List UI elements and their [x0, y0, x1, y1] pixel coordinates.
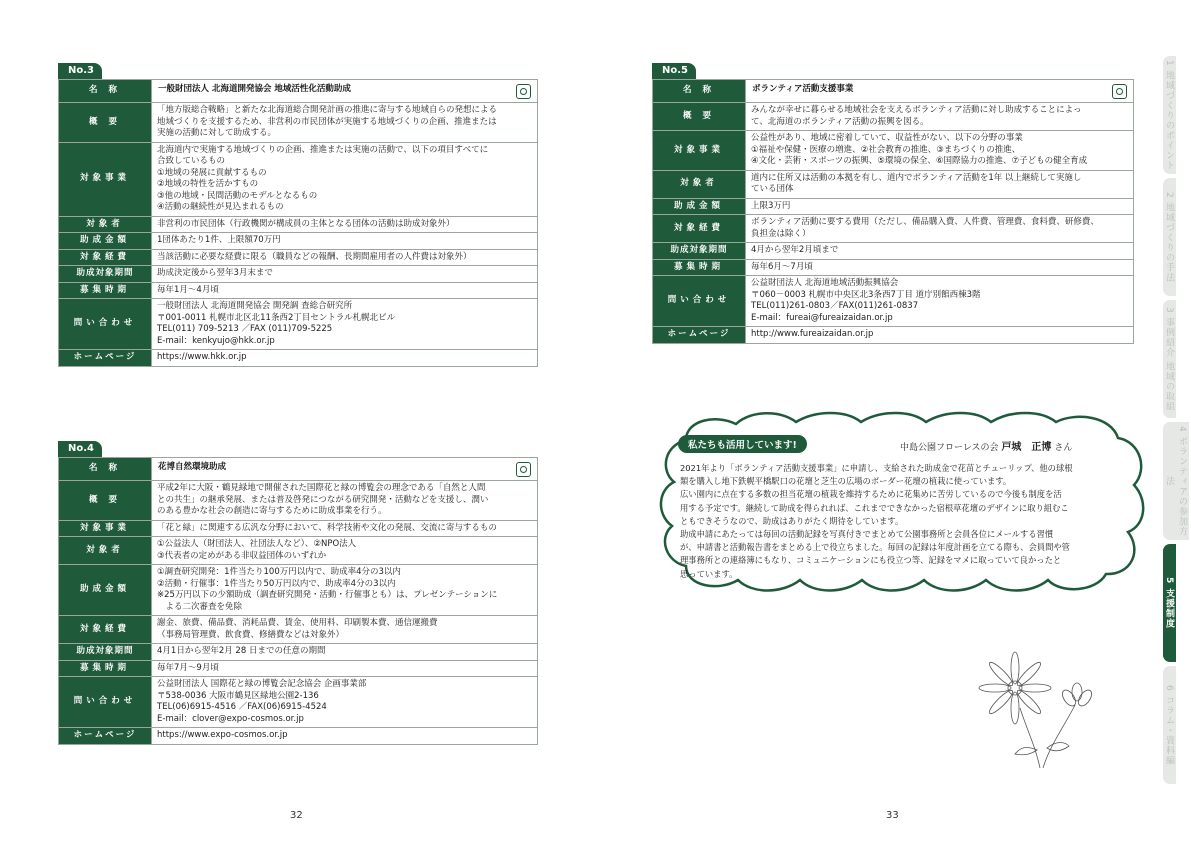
recruit-period-value: 毎年7月～9月頃: [152, 660, 538, 677]
grant-amount-value: ①調査研究開発：1件当たり100万円以内で、助成率4分の3以内 ②活動・行催事：1件当たり50万円以内で、助成率4分の3以内 ※25万円以下の少額助成（調査研究開発・活動・行催事とも）は、プレゼンテーションに よる二次審査を免除: [152, 565, 538, 616]
label-target-cost: 対象経費: [653, 215, 746, 243]
target-cost-value: 当該活動に必要な経費に限る（職員などの報酬、長期間雇用者の人件費は対象外）: [152, 249, 538, 266]
label-homepage: ホームページ: [59, 350, 152, 367]
label-grant-period: 助成対象期間: [653, 243, 746, 260]
label-target-person: 対象者: [59, 216, 152, 233]
camera-icon: [516, 84, 531, 99]
grant-period-value: 4月から翌年2月頃まで: [746, 243, 1134, 260]
contact-value: 公益財団法人 北海道地域活動振興協会 〒060－0003 札幌市中央区北3条西7丁目 道庁別館西棟3階 TEL(011)261-0803／FAX(011)261-0837 E-mail：fureai@fureaizaidan.or.jp: [746, 276, 1134, 327]
homepage-link[interactable]: http://www.fureaizaidan.or.jp: [746, 327, 1134, 344]
label-grant-amount: 助成金額: [59, 565, 152, 616]
side-tab-6[interactable]: 6 コラム・資料編: [1163, 666, 1176, 784]
grant-amount-value: 1団体あたり1件、上限額70万円: [152, 233, 538, 250]
testimonial-title: 私たちも活用しています!: [678, 435, 807, 453]
recruit-period-value: 毎年6月～7月頃: [746, 259, 1134, 276]
label-recruit-period: 募集時期: [59, 660, 152, 677]
page-number-left: 32: [290, 810, 303, 821]
target-person-value: ①公益法人（財団法人、社団法人など）、②NPO法人 ③代表者の定めがある非収益団体のいずれか: [152, 537, 538, 565]
grant-card-no4: [58, 436, 538, 745]
author-suffix: さん: [1054, 443, 1073, 453]
label-grant-period: 助成対象期間: [59, 644, 152, 661]
side-tab-3[interactable]: 3 事例紹介 地域の取組: [1163, 300, 1176, 418]
grant-title: 一般財団法人 北海道開発協会 地域活性化活動助成: [152, 80, 538, 103]
label-name: 名 称: [59, 80, 152, 103]
grant-title: 花博自然環境助成: [152, 458, 538, 481]
grant-table: [58, 79, 538, 367]
target-project-value: 公益性があり、地域に密着していて、収益性がない、以下の分野の事業 ①福祉や保健・医療の増進、②社会教育の推進、③まちづくりの推進、 ④文化・芸術・スポーツの振興、⑤環境の保全、⑥国際協力の推進、⑦子どもの健全育成: [746, 131, 1134, 171]
card-number-tag: No.3: [58, 63, 102, 79]
label-name: 名 称: [653, 80, 746, 103]
author-name: 戸城 正博: [1001, 442, 1052, 453]
label-target-project: 対象事業: [59, 142, 152, 216]
grant-title: ボランティア活動支援事業: [746, 80, 1134, 103]
email-link[interactable]: E-mail：clover@expo-cosmos.or.jp: [157, 713, 304, 724]
grant-table: [652, 79, 1134, 344]
target-project-value: 「花と緑」に関連する広汎な分野において、科学技術や文化の発展、交流に寄与するもの: [152, 520, 538, 537]
target-cost-value: 謝金、旅費、備品費、消耗品費、賃金、使用料、印刷製本費、通信運搬費 （事務局管理費、飲食費、修繕費などは対象外）: [152, 616, 538, 644]
label-homepage: ホームページ: [59, 728, 152, 745]
label-target-person: 対象者: [59, 537, 152, 565]
contact-value: 公益財団法人 国際花と緑の博覧会記念協会 企画事業部 〒538-0036 大阪市鶴見区緑地公園2-136 TEL(06)6915-4516 ／FAX(06)6915-4524 E-mail：clover@expo-cosmos.or.jp: [152, 677, 538, 728]
target-project-value: 北海道内で実施する地域づくりの企画、推進または実施の活動で、以下の項目すべてに 合致しているもの ①地域の発展に貢献するもの ②地域の特性を活かすもの ③他の地域・民間活動のモデルとなるもの ④活動の継続性が見込まれるもの: [152, 142, 538, 216]
email-link[interactable]: E-mail：kenkyujo@hkk.or.jp: [157, 335, 275, 346]
target-person-value: 道内に住所又は活動の本拠を有し、道内でボランティア活動を1年 以上継続して実施し ている団体: [746, 170, 1134, 198]
card-number-tag: No.4: [58, 441, 102, 457]
grant-period-value: 4月1日から翌年2月 28 日までの任意の期間: [152, 644, 538, 661]
grant-period-value: 助成決定後から翌年3月末まで: [152, 266, 538, 283]
testimonial-body: 2021年より「ボランティア活動支援事業」に申請し、支給された助成金で花苗とチューリップ、他の球根 類を購入し地下鉄幌平橋駅口の花壇と芝生の広場のボーダー花壇の植栽に使っています。 広い園内に点在する多数の担当花壇の植栽を維持するために花集めに苦労しているので今後も制度を活 用する予定です。継続して助成を得られれば、これまでできなかった宿根草花壇のデザインに取り組むこ ともできそうなので、助成はありがたく期待をしています。 助成申請にあたっては毎回の活動記録を写真付きでまとめて公園事務所と会員各位にメールする習慣 が、申請書と活動報告書をまとめる上で役立ちました。毎回の記録は年度計画を立てる際も、会員間や管 理事務所との連絡簿にもなり、コミュニケーションにも役立つ等、記録をマメに取っていて良かったと 思っています。: [680, 463, 1073, 579]
author-org: 中島公園フローレスの会: [900, 443, 999, 453]
label-contact: 問い合わせ: [59, 677, 152, 728]
overview-value: 平成2年に大阪・鶴見緑地で開催された国際花と緑の博覧会の理念である「自然と人間 との共生」の継承発展、または普及啓発につながる研究開発・活動などを支援し、潤い のある豊かな社会の創造に寄与するために助成事業を行う。: [152, 481, 538, 521]
homepage-link[interactable]: https://www.expo-cosmos.or.jp: [152, 728, 538, 745]
flower-illustration: [965, 650, 1115, 770]
label-contact: 問い合わせ: [653, 276, 746, 327]
label-overview: 概 要: [59, 481, 152, 521]
label-recruit-period: 募集時期: [653, 259, 746, 276]
grant-amount-value: 上限3万円: [746, 198, 1134, 215]
label-grant-period: 助成対象期間: [59, 266, 152, 283]
label-name: 名 称: [59, 458, 152, 481]
side-tab-2[interactable]: 2 地域づくりの手法: [1163, 178, 1176, 296]
label-target-cost: 対象経費: [59, 249, 152, 266]
camera-icon: [1112, 84, 1127, 99]
label-contact: 問い合わせ: [59, 299, 152, 350]
label-overview: 概 要: [653, 103, 746, 131]
email-link[interactable]: E-mail：fureai@fureaizaidan.or.jp: [751, 312, 893, 323]
label-target-cost: 対象経費: [59, 616, 152, 644]
overview-value: 「地方版総合戦略」と新たな北海道総合開発計画の推進に寄与する地域自らの発想による 地域づくりを支援するため、非営利の市民団体が実施する地域づくりの企画、推進または 実施の活動に対して助成する。: [152, 103, 538, 143]
label-target-project: 対象事業: [653, 131, 746, 171]
side-tab-5[interactable]: 5 支援制度: [1163, 544, 1176, 662]
page-number-right: 33: [886, 810, 899, 821]
homepage-link[interactable]: https://www.hkk.or.jp: [152, 350, 538, 367]
label-grant-amount: 助成金額: [653, 198, 746, 215]
grant-table: [58, 457, 538, 745]
side-tab-4[interactable]: 4 ボランティアの参加方法: [1163, 422, 1189, 540]
target-cost-value: ボランティア活動に要する費用（ただし、備品購入費、人件費、管理費、食料費、研修費、 負担金は除く）: [746, 215, 1134, 243]
testimonial-author: [900, 438, 1072, 453]
label-recruit-period: 募集時期: [59, 282, 152, 299]
chapter-side-tabs: [1163, 56, 1191, 788]
side-tab-1[interactable]: 1 地域づくりのポイント: [1163, 56, 1176, 174]
label-target-person: 対象者: [653, 170, 746, 198]
recruit-period-value: 毎年1月～4月頃: [152, 282, 538, 299]
contact-value: 一般財団法人 北海道開発協会 開発調 査総合研究所 〒001-0011 札幌市北区北11条西2丁目セントラル札幌北ビル TEL(011) 709-5213 ／FAX (011)709-5225 E-mail：kenkyujo@hkk.or.jp: [152, 299, 538, 350]
grant-card-no3: [58, 58, 538, 367]
label-target-project: 対象事業: [59, 520, 152, 537]
card-number-tag: No.5: [652, 63, 696, 79]
label-homepage: ホームページ: [653, 327, 746, 344]
label-overview: 概 要: [59, 103, 152, 143]
grant-card-no5: [652, 58, 1134, 344]
label-grant-amount: 助成金額: [59, 233, 152, 250]
target-person-value: 非営利の市民団体（行政機関が構成員の主体となる団体の活動は助成対象外）: [152, 216, 538, 233]
camera-icon: [516, 462, 531, 477]
overview-value: みんなが幸せに暮らせる地域社会を支えるボランティア活動に対し助成することによっ て、北海道のボランティア活動の振興を図る。: [746, 103, 1134, 131]
